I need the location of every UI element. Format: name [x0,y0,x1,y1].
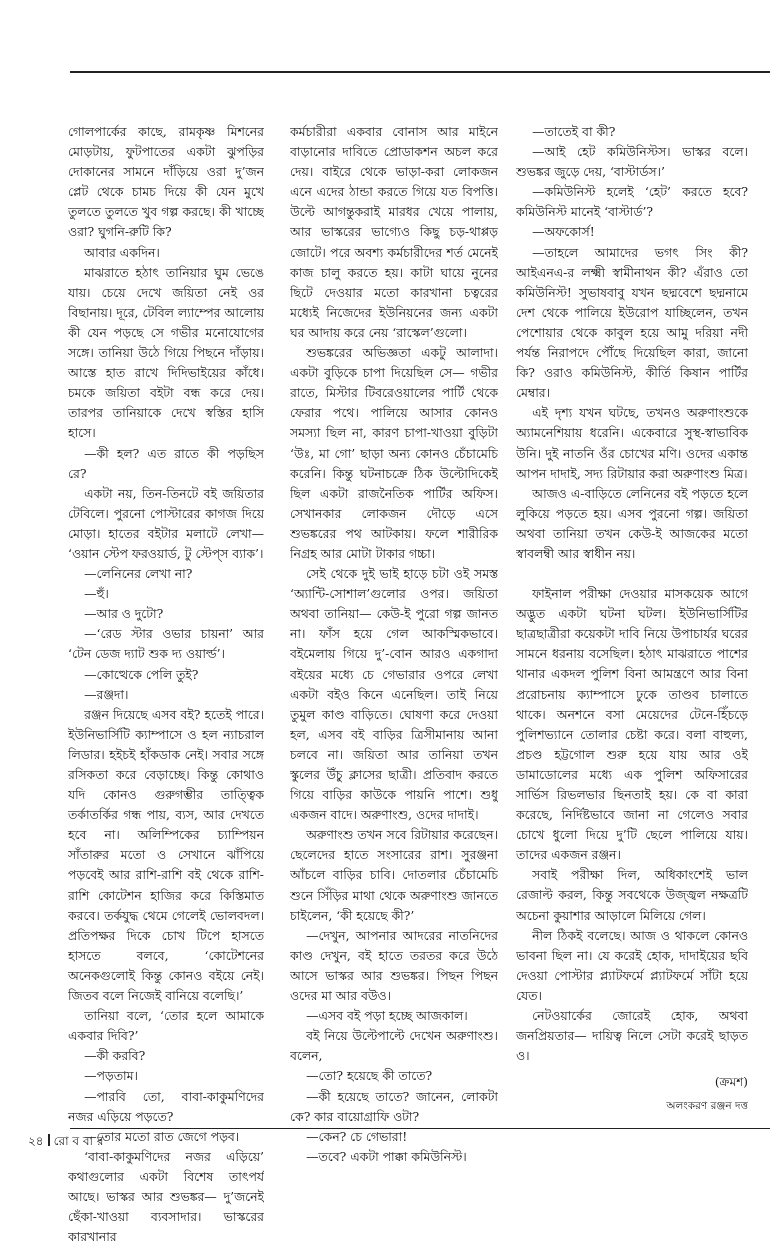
top-rule [70,71,770,73]
paragraph: —তো? হয়েছে কী তাতে? [306,1068,433,1084]
paragraph: একটা নয়, তিন-তিনটে বই জয়িতার টেবিলে। পুরনো পোস্টারের কাগজ দিয়ে মোড়া। হাতের বইটার মলাটে লেখা— ‘ওয়ান স্টেপ ফরওয়ার্ড, টু স্টেপ্‌স ব্যাক’। [68,485,264,561]
paragraph: বই নিয়ে উল্টেপাল্টে দেখেন অরুণাংশু। বলেন, [290,1028,498,1064]
paragraph: —আর ও দুটো? [84,606,164,622]
paragraph: —এসব বই পড়া হচ্ছে আজকাল। [306,1008,468,1024]
page-number: ২৪ [28,1134,44,1148]
paragraph: —হুঁ। [84,586,109,602]
paragraph: —তাহলে আমাদের ভগৎ সিং কী? আইএনএ-র লক্ষ্মী স্বামীনাথন কী? এঁরাও তো কমিউনিস্ট! সুভাষবাবু যখন ছদ্মবেশে ছদ্মনামে দেশ থেকে পালিয়ে ইউরোপ যাচ্ছিলেন, তখন পেশোয়ার থেকে কাবুল হয়ে আমু দরিয়া নদী পর্যন্ত নিরাপদে পৌঁছে দিয়েছিল কারা, জানো কি? ওরাও কমিউনিস্ট, কীর্তি কিষান পার্টির মেম্বার। [516,244,748,401]
paragraph: এই দৃশ্য যখন ঘটছে, তখনও অরুণাংশুকে অ্যামনেশিয়ায় ধরেনি। একেবারে সুস্থ-স্বাভাবিক উনি। দুই নাতনি ওঁর চোখের মণি। ওদের একান্ত আপন দাদাই, সদ্য রিটায়ার করা অরুণাংশু মিত্র। [516,405,748,481]
paragraph: সবাই পরীক্ষা দিল, অধিকাংশেই ভাল রেজাল্ট করল, কিন্তু সবথেকে উজ্জ্বল নক্ষত্রটি অচেনা কুয়াশার আড়ালে মিলিয়ে গেল। [516,867,748,923]
paragraph: —কমিউনিস্ট হলেই ‘হেট’ করতে হবে? কমিউনিস্ট মানেই ‘বাস্টার্ড’? [516,184,748,220]
illustration-credit: অলংকরণ রঞ্জন দত্ত [666,1100,748,1113]
paragraph: আবার একদিন। [84,244,160,260]
paragraph: নেটওয়ার্কের জোরেই হোক, অথবা জনপ্রিয়তার— দায়িত্ব নিলে সেটা করেই ছাড়ত ও। [516,1008,748,1064]
paragraph: —আই হেট কমিউনিস্টস। ভাস্কর বলে। শুভঙ্কর জুড়ে দেয়, ‘বাস্টার্ডস।’ [516,144,748,180]
paragraph: —তোর মতো রাত জেগে পড়ব। [84,1128,240,1144]
paragraph: —দেখুন, আপনার আদরের নাতনিদের কাণ্ড দেখুন, বই হাতে তরতর করে উঠে আসে ভাস্কর আর শুভঙ্কর। পিছন পিছন ওদের মা আর বউও। [290,927,498,1004]
text-column-3-body [516,122,748,1066]
paragraph: —কী হল? এত রাতে কী পড়ছিস রে? [68,445,264,481]
magazine-name: রো ব বা র [53,1134,104,1148]
paragraph: আজও এ-বাড়িতে লেনিনের বই পড়তে হলে লুকিয়ে পড়তে হয়। এসব পুরনো গল্প। জয়িতা অথবা তানিয়া তখন কেউ-ই আজকের মতো স্বাবলম্বী আর স্বাধীন নয়। [516,485,748,561]
paragraph: —‘রেড স্টার ওভার চায়না’ আর ‘টেন ডেজ দ্যাট শুক দ্য ওয়ার্ল্ড’। [68,626,264,662]
paragraph: —রঞ্জদা। [84,686,129,702]
paragraph: কর্মচারীরা একবার বোনাস আর মাইনে বাড়ানোর দাবিতে প্রোডাকশন অচল করে দেয়। বাইরে থেকে ভাড়া-করা লোকজন এনে এদের ঠান্ডা করতে গিয়ে যত বিপত্তি। উল্টে আগন্তুকরাই মারধর খেয়ে পালায়, আর ভাস্করের ভাগ্যেও কিছু চড়-থাপ্পড় জোটে। পরে অবশ্য কর্মচারীদের শর্ত মেনেই কাজ চালু করতে হয়। কাটা ঘায়ে নুনের ছিটে দেওয়ার মতো কারখানা চত্বরের মধ্যেই নিজেদের ইউনিয়নের জন্য একটা ঘর আদায় করে নেয় ‘রাস্কেল’গুলো। [290,124,498,340]
paragraph: —কেন? চে গেভারা! [306,1128,408,1144]
continued-note: (ক্রমশ) [714,1075,748,1090]
paragraph: ফাইনাল পরীক্ষা দেওয়ার মাসকয়েক আগে অদ্ভুত একটা ঘটনা ঘটল। ইউনিভার্সিটির ছাত্রছাত্রীরা কয়েকটা দাবি নিয়ে উপাচার্যর ঘরের সামনে ধরনায় বসেছিল। হঠাৎ মাঝরাতে পাশের থানার একদল পুলিশ বিনা আমন্ত্রণে আর বিনা প্ররোচনায় ক্যাম্পাসে ঢুকে তাণ্ডব চালাতে থাকে। অনশনে বসা মেয়েদের টেনে-হিঁচড়ে পুলিশভ্যানে তোলার চেষ্টা করে। বলা বাহুল্য, প্রচণ্ড হট্টগোল শুরু হয়ে যায় আর ওই ডামাডোলের মধ্যে এক পুলিশ অফিসারের সার্ভিস রিভলভার ছিনতাই হয়। কে বা কারা করেছে, নির্দিষ্টভাবে জানা না গেলেও সবার চোখে ধুলো দিয়ে দু’টি ছেলে পালিয়ে যায়। তাদের একজন রঞ্জন। [516,586,748,863]
footer-divider [48,1134,50,1146]
paragraph: —কী হয়েছে তাতে? জানেন, লোকটা কে? কার বায়োগ্রাফি ওটা? [290,1088,498,1124]
paragraph: গোলপার্কের কাছে, রামকৃষ্ণ মিশনের মোড়টায়, ফুটপাতের একটা ঝুপড়ির দোকানের সামনে দাঁড়িয়ে ওরা দু’জন প্লেট থেকে চামচ দিয়ে কী যেন মুখে তুলতে তুলতে খুব গল্প করছে। কী খাচ্ছে ওরা? ঘুগনি-রুটি কি? [68,124,264,240]
paragraph: শুভঙ্করের অভিজ্ঞতা একটু আলাদা। একটা বুড়িকে চাপা দিয়েছিল সে— গভীর রাতে, মিস্টার টিবরেওয়ালের পার্টি থেকে ফেরার পথে। পালিয়ে আসার কোনও সমস্যা ছিল না, কারণ চাপা-খাওয়া বুড়িটা ‘উঃ, মা গো’ ছাড়া অন্য কোনও চেঁচামেচি করেনি। কিন্তু ঘটনাচক্রে ঠিক উল্টোদিকেই ছিল একটা রাজনৈতিক পার্টির অফিস। সেখানকার লোকজন দৌড়ে এসে শুভঙ্করের পথ আটকায়। ফলে শারীরিক নিগ্রহ আর মোটা টাকার গচ্চা। [290,345,498,561]
paragraph: রঞ্জন দিয়েছে এসব বই? হতেই পারে। ইউনিভার্সিটি ক্যাম্পাসে ও হল ন্যাচরাল লিডার। হইচই হাঁকডাক নেই। সবার সঙ্গে রসিকতা করে বেড়াচ্ছে। কিন্তু কোথাও যদি কোনও গুরুগম্ভীর তাত্ত্বিক তর্কাতর্কির গন্ধ পায়, ব্যস, আর দেখতে হবে না। অলিম্পিকের চ্যাম্পিয়ন সাঁতারুর মতো ও সেখানে ঝাঁপিয়ে পড়বেই আর রাশি-রাশি বই থেকে রাশি-রাশি কোটেশন হাজির করে কিস্তিমাত করবে। তর্কযুদ্ধ থেমে গেলেই ভোলবদল। প্রতিপক্ষর দিকে চোখ টিপে হাসতে হাসতে বলবে, ‘কোটেশনের অনেকগুলোই কিন্তু কোনও বইয়ে নেই। জিতব বলে নিজেই বানিয়ে বলেছি।’ [68,706,264,1004]
paragraph: নীল ঠিকই বলেছে। আজ ও থাকলে কোনও ভাবনা ছিল না। যে করেই হোক, দাদাইয়ের ছবি দেওয়া পোস্টার প্ল্যাটফর্মে প্ল্যাটফর্মে সাঁটা হয়ে যেত। [516,927,748,1003]
text-column-3 [516,122,748,1117]
paragraph: ‘বাবা-কাকুমণিদের নজর এড়িয়ে’ কথাগুলোর একটা বিশেষ তাৎপর্য আছে। ভাস্কর আর শুভঙ্কর— দু’জনেই ছেঁকা-খাওয়া ব্যবসাদার। ভাস্করের কারখানার [68,1148,264,1245]
text-column-1 [68,122,264,1247]
paragraph: —পড়তাম। [84,1068,138,1084]
paragraph: —কোত্থেকে পেলি তুই? [84,666,199,682]
paragraph: —লেনিনের লেখা না? [84,566,193,582]
text-column-2 [290,122,498,1167]
paragraph: —অফকোর্স! [532,224,595,240]
paragraph: মাঝরাতে হঠাৎ তানিয়ার ঘুম ভেঙে যায়। চেয়ে দেখে জয়িতা নেই ওর বিছানায়। দূরে, টেবিল ল্যাম্পের আলোয় কী যেন পড়ছে সে গভীর মনোযোগের সঙ্গে। তানিয়া উঠে গিয়ে পিছনে দাঁড়ায়। আস্তে হাত রাখে দিদিভাইয়ের কাঁধে। চমকে জয়িতা বইটা বন্ধ করে দেয়। তারপর তানিয়াকে দেখে স্বস্তির হাসি হাসে। [68,264,264,441]
paragraph: —তবে? একটা পাক্কা কমিউনিস্ট। [306,1148,467,1164]
page-footer [28,1133,103,1153]
paragraph: —পারবি তো, বাবা-কাকুমণিদের নজর এড়িয়ে পড়তে? [68,1088,264,1124]
paragraph: সেই থেকে দুই ভাই হাড়ে চটা ওই সমস্ত ‘অ্যান্টি-সোশাল’গুলোর ওপর। জয়িতা অথবা তানিয়া— কেউ-ই পুরো গল্প জানত না। ফাঁস হয়ে গেল আকস্মিকভাবে। বইমেলায় গিয়ে দু’-বোন আরও একগাদা বইয়ের মধ্যে চে গেভারার ওপরে লেখা একটা বইও কিনে এনেছিল। তাই নিয়ে তুমুল কাণ্ড বাড়িতে। ঘোষণা করে দেওয়া হল, এসব বই বাড়ির ত্রিসীমানায় আনা চলবে না। জয়িতা আর তানিয়া তখন স্কুলের উঁচু ক্লাসের ছাত্রী। প্রতিবাদ করতে গিয়ে বাড়ির কাউকে পায়নি পাশে। শুধু একজন বাদে। অরুণাংশু, ওদের দাদাই। [290,566,498,823]
paragraph: —তাতেই বা কী? [532,124,616,139]
paragraph: —কী করবি? [84,1048,146,1064]
paragraph: তানিয়া বলে, ‘তোর হলে আমাকে একবার দিবি?’ [68,1008,264,1044]
paragraph: অরুণাংশু তখন সবে রিটায়ার করেছেন। ছেলেদের হাতে সংসারের রাশ। সুরঞ্জনা আঁচলে বাড়ির চাবি। দোতলার চেঁচামেচি শুনে সিঁড়ির মাথা থেকে অরুণাংশু জানতে চাইলেন, ‘কী হয়েছে কী?’ [290,827,498,923]
bottom-rule [70,1128,770,1129]
